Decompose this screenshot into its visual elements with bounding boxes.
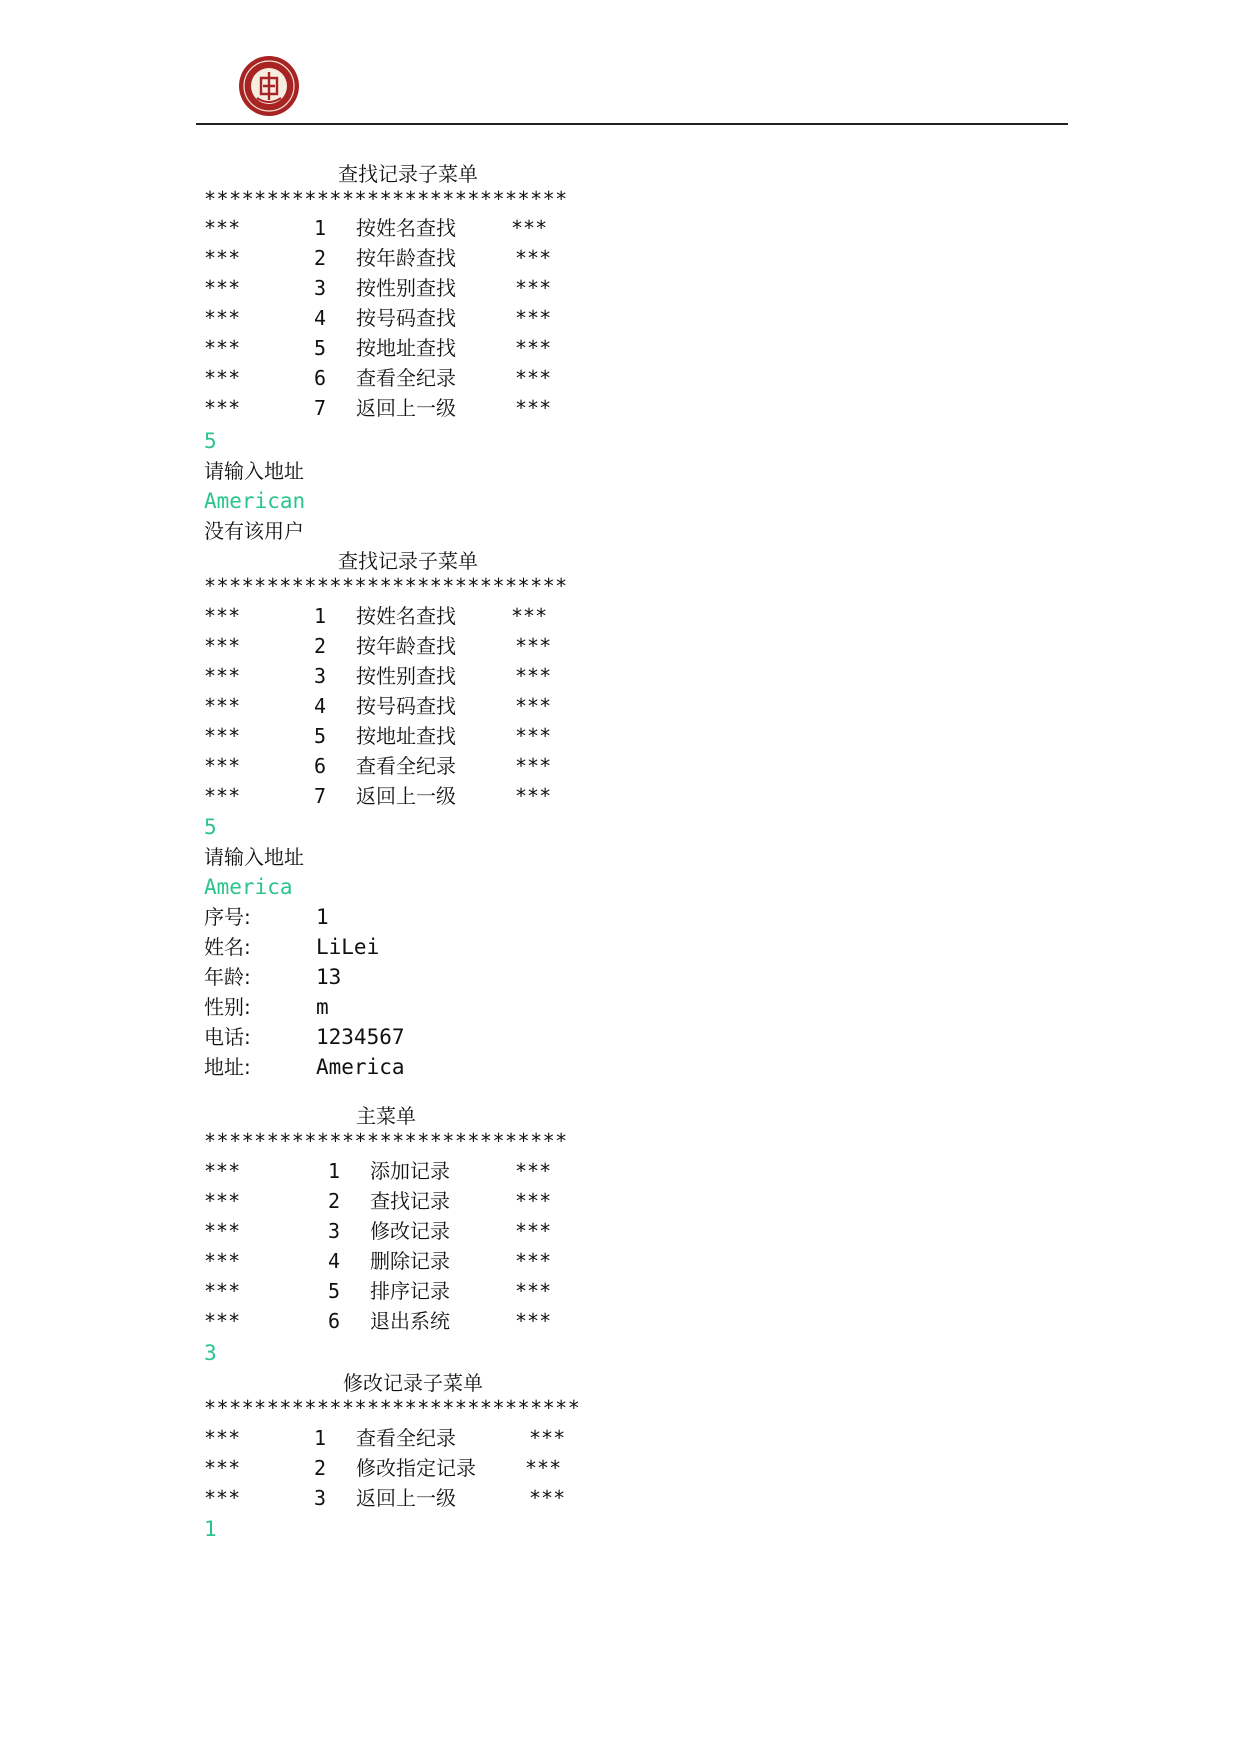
record-value: 13 bbox=[316, 965, 342, 989]
menu-number: 1 bbox=[314, 604, 327, 628]
stars-right: *** bbox=[515, 1189, 552, 1213]
stars-divider: ***************************** bbox=[204, 1129, 568, 1153]
stars-left: *** bbox=[204, 1159, 241, 1183]
menu-number: 6 bbox=[328, 1309, 341, 1333]
address-input: America bbox=[204, 875, 293, 899]
stars-right: *** bbox=[515, 724, 552, 748]
menu-number: 3 bbox=[314, 1486, 327, 1510]
stars-right: *** bbox=[511, 216, 548, 240]
menu-label: 添加记录 bbox=[370, 1159, 450, 1183]
stars-left: *** bbox=[204, 1309, 241, 1333]
stars-left: *** bbox=[204, 604, 241, 628]
stars-left: *** bbox=[204, 396, 241, 420]
stars-left: *** bbox=[204, 246, 241, 270]
menu-label: 按年龄查找 bbox=[356, 634, 456, 658]
stars-left: *** bbox=[204, 1486, 241, 1510]
menu-number: 4 bbox=[314, 306, 327, 330]
menu-number: 2 bbox=[314, 1456, 327, 1480]
stars-right: *** bbox=[515, 1309, 552, 1333]
search-menu-stars-line bbox=[204, 571, 568, 601]
menu-label: 按姓名查找 bbox=[356, 604, 456, 628]
record-label: 序号: bbox=[204, 905, 251, 929]
stars-left: *** bbox=[204, 634, 241, 658]
address-prompt: 请输入地址 bbox=[204, 459, 304, 483]
stars-divider: ****************************** bbox=[204, 1396, 581, 1420]
stars-left: *** bbox=[204, 694, 241, 718]
menu-label: 按年龄查找 bbox=[356, 246, 456, 270]
stars-left: *** bbox=[204, 276, 241, 300]
menu-number: 4 bbox=[314, 694, 327, 718]
stars-right: *** bbox=[515, 246, 552, 270]
search-menu-title: 查找记录子菜单 bbox=[338, 162, 478, 186]
menu-number: 3 bbox=[314, 276, 327, 300]
menu-label: 返回上一级 bbox=[356, 1486, 456, 1510]
stars-right: *** bbox=[511, 604, 548, 628]
search-menu-title: 查找记录子菜单 bbox=[338, 549, 478, 573]
menu-label: 按性别查找 bbox=[356, 276, 456, 300]
address-prompt: 请输入地址 bbox=[204, 845, 304, 869]
stars-right: *** bbox=[515, 664, 552, 688]
menu-label: 修改指定记录 bbox=[356, 1456, 476, 1480]
stars-right: *** bbox=[515, 1159, 552, 1183]
menu-number: 5 bbox=[328, 1279, 341, 1303]
menu-number: 3 bbox=[314, 664, 327, 688]
menu-number: 1 bbox=[314, 1426, 327, 1450]
menu-number: 2 bbox=[314, 634, 327, 658]
stars-left: *** bbox=[204, 664, 241, 688]
menu-label: 返回上一级 bbox=[356, 396, 456, 420]
record-value: m bbox=[316, 995, 329, 1019]
stars-right: *** bbox=[515, 276, 552, 300]
main-menu-title: 主菜单 bbox=[356, 1104, 416, 1128]
stars-right: *** bbox=[515, 1219, 552, 1243]
stars-divider: ***************************** bbox=[204, 574, 568, 598]
menu-label: 按地址查找 bbox=[356, 336, 456, 360]
menu-label: 查找记录 bbox=[370, 1189, 450, 1213]
record-label: 姓名: bbox=[204, 935, 251, 959]
menu-number: 1 bbox=[328, 1159, 341, 1183]
stars-left: *** bbox=[204, 1279, 241, 1303]
stars-right: *** bbox=[515, 336, 552, 360]
menu-number: 6 bbox=[314, 754, 327, 778]
stars-left: *** bbox=[204, 724, 241, 748]
result-message: 没有该用户 bbox=[204, 519, 304, 543]
menu-number: 1 bbox=[314, 216, 327, 240]
menu-number: 7 bbox=[314, 396, 327, 420]
modify-menu-title: 修改记录子菜单 bbox=[343, 1371, 483, 1395]
stars-left: *** bbox=[204, 306, 241, 330]
stars-right: *** bbox=[525, 1456, 562, 1480]
record-value: 1 bbox=[316, 905, 329, 929]
menu-number: 5 bbox=[314, 336, 327, 360]
modify-menu-stars-line bbox=[204, 1393, 581, 1423]
record-label: 电话: bbox=[204, 1025, 251, 1049]
stars-left: *** bbox=[204, 784, 241, 808]
search-menu-stars-line bbox=[204, 184, 568, 214]
menu-label: 删除记录 bbox=[370, 1249, 450, 1273]
menu-label: 按姓名查找 bbox=[356, 216, 456, 240]
stars-left: *** bbox=[204, 366, 241, 390]
stars-right: *** bbox=[515, 754, 552, 778]
user-choice: 3 bbox=[204, 1341, 217, 1365]
menu-label: 退出系统 bbox=[370, 1309, 450, 1333]
menu-number: 5 bbox=[314, 724, 327, 748]
stars-left: *** bbox=[204, 1426, 241, 1450]
stars-right: *** bbox=[515, 1249, 552, 1273]
main-menu-stars-line bbox=[204, 1126, 568, 1156]
menu-number: 3 bbox=[328, 1219, 341, 1243]
menu-label: 查看全纪录 bbox=[356, 366, 456, 390]
stars-right: *** bbox=[515, 1279, 552, 1303]
stars-right: *** bbox=[515, 366, 552, 390]
menu-label: 按地址查找 bbox=[356, 724, 456, 748]
record-value: America bbox=[316, 1055, 405, 1079]
menu-label: 按号码查找 bbox=[356, 306, 456, 330]
console-output bbox=[204, 0, 1064, 1754]
menu-number: 7 bbox=[314, 784, 327, 808]
stars-left: *** bbox=[204, 754, 241, 778]
user-choice: 1 bbox=[204, 1517, 217, 1541]
stars-left: *** bbox=[204, 1249, 241, 1273]
stars-left: *** bbox=[204, 336, 241, 360]
stars-right: *** bbox=[515, 396, 552, 420]
stars-left: *** bbox=[204, 1189, 241, 1213]
stars-left: *** bbox=[204, 1456, 241, 1480]
record-value: LiLei bbox=[316, 935, 380, 959]
menu-number: 2 bbox=[328, 1189, 341, 1213]
record-label: 年龄: bbox=[204, 965, 251, 989]
menu-number: 2 bbox=[314, 246, 327, 270]
stars-left: *** bbox=[204, 1219, 241, 1243]
stars-right: *** bbox=[515, 694, 552, 718]
stars-right: *** bbox=[515, 634, 552, 658]
menu-label: 按性别查找 bbox=[356, 664, 456, 688]
menu-label: 查看全纪录 bbox=[356, 1426, 456, 1450]
stars-right: *** bbox=[529, 1426, 566, 1450]
menu-number: 4 bbox=[328, 1249, 341, 1273]
record-label: 性别: bbox=[204, 995, 251, 1019]
stars-right: *** bbox=[515, 306, 552, 330]
stars-right: *** bbox=[515, 784, 552, 808]
record-value: 1234567 bbox=[316, 1025, 405, 1049]
address-input: American bbox=[204, 489, 306, 513]
user-choice: 5 bbox=[204, 429, 217, 453]
menu-label: 查看全纪录 bbox=[356, 754, 456, 778]
menu-label: 排序记录 bbox=[370, 1279, 450, 1303]
menu-label: 返回上一级 bbox=[356, 784, 456, 808]
stars-right: *** bbox=[529, 1486, 566, 1510]
stars-divider: ***************************** bbox=[204, 187, 568, 211]
stars-left: *** bbox=[204, 216, 241, 240]
menu-label: 修改记录 bbox=[370, 1219, 450, 1243]
menu-label: 按号码查找 bbox=[356, 694, 456, 718]
record-label: 地址: bbox=[204, 1055, 251, 1079]
user-choice: 5 bbox=[204, 815, 217, 839]
menu-number: 6 bbox=[314, 366, 327, 390]
